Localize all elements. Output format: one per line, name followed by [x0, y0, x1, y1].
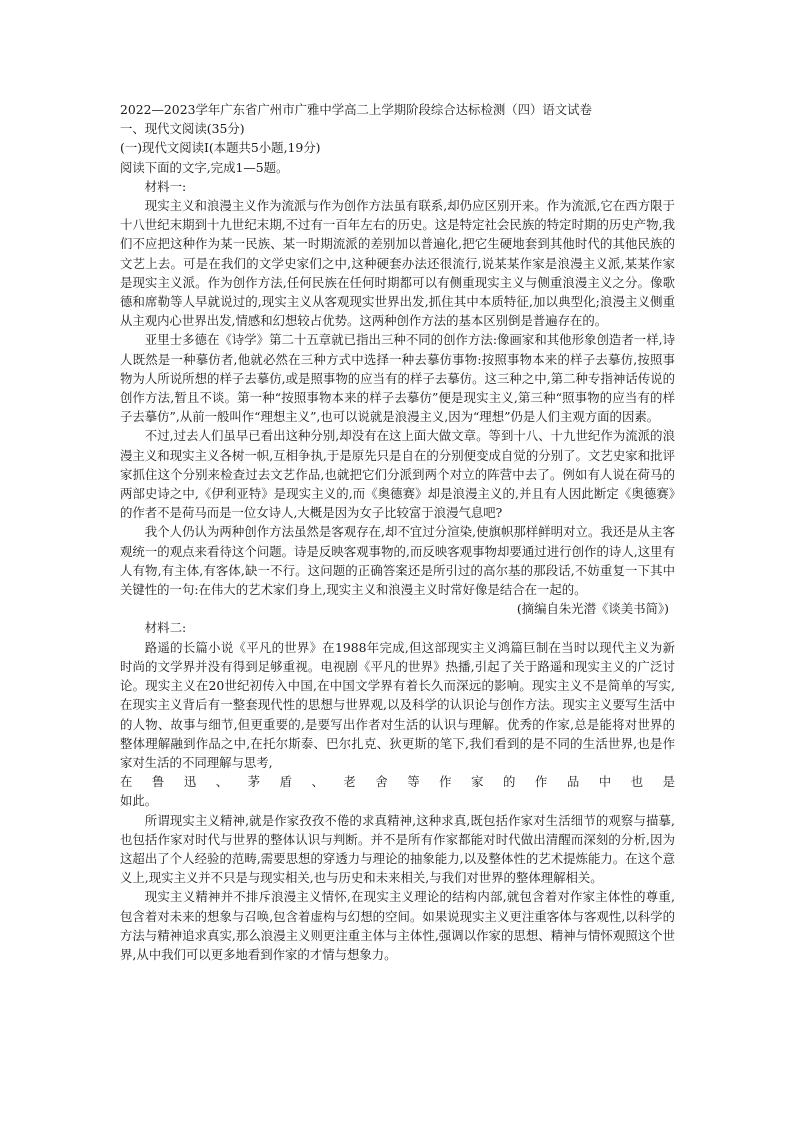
exam-page — [120, 100, 675, 964]
material-1-source: (摘编自朱光潜《谈美书简》) — [516, 601, 669, 617]
material-2-paragraph: 路遥的长篇小说《平凡的世界》在1988年完成,但这部现实主义鸿篇巨制在当时以现代主义为新时尚的文学界并没有得到足够重视。电视剧《平凡的世界》热播,引起了关于路遥和现实主义的广泛讨论。现实主义在20世纪初传入中国,在中国文学界有着长久而深远的影响。现实主义不是简单的写实,在现实主义背后有一整套现代性的思想与世界观,以及科学的认识论与创作方法。现实主义要写生活中的人物、故事与细节,但更重要的,是要写出作者对生活的认识与理解。优秀的作家,总是能将对世界的整体理解融到作品之中,在托尔斯泰、巴尔扎克、狄更斯的笔下,我们看到的是不同的生活世界,也是作家对生活的不同理解与思考, — [120, 639, 675, 770]
material-1-paragraph: 现实主义和浪漫主义作为流派与作为创作方法虽有联系,却仍应区别开来。作为流派,它在西方限于十八世纪末期到十九世纪末期,不过有一百年左右的历史。这是特定社会民族的特定时期的历史产物,我们不应把这种作为某一民族、某一时期流派的差别加以普遍化,把它生硬地套到其他时代的其他民族的文艺上去。可是在我们的文学史家们之中,这种硬套办法还很流行,说某某作家是浪漫主义派,某某作家是现实主义派。作为创作方法,任何民族在任何时期都可以有侧重现实主义与侧重浪漫主义之分。像歌德和席勒等人早就说过的,现实主义从客观现实世界出发,抓住其中本质特征,加以典型化;浪漫主义侧重从主观内心世界出发,情感和幻想较占优势。这两种创作方法的基本区别倒是普遍存在的。 — [120, 198, 675, 329]
material-2-paragraph: 现实主义精神并不排斥浪漫主义情怀,在现实主义理论的结构内部,就包含着对作家主体性的尊重,包含着对未来的想象与召唤,包含着虚构与幻想的空间。如果说现实主义更注重客体与客观性,以科学的方法与精神追求真实,那么浪漫主义则更注重主体与主体性,强调以作家的思想、精神与情怀观照这个世界,从中我们可以更多地看到作家的才情与想象力。 — [120, 889, 675, 962]
material-2-spread-line: 在鲁迅、茅盾、老舍等作家的作品中也是 — [120, 774, 675, 790]
reading-instruction: 阅读下面的文字,完成1—5题。 — [120, 159, 289, 175]
exam-title: 2022—2023学年广东省广州市广雅中学高二上学期阶段综合达标检测（四）语文试卷 — [120, 102, 592, 117]
material-2-paragraph-end: 如此。 — [120, 793, 158, 809]
material-1-paragraph: 亚里士多德在《诗学》第二十五章就已指出三种不同的创作方法:像画家和其他形象创造者一样,诗人既然是一种摹仿者,他就必然在三种方式中选择一种去摹仿事物:按照事物本来的样子去摹仿,按照事物为人所说所想的样子去摹仿,或是照事物的应当有的样子去摹仿。这三种之中,第二种专指神话传说的创作方法,暂且不谈。第一种“按照事物本来的样子去摹仿”便是现实主义,第三种“照事物的应当有的样子去摹仿”,从前一般叫作“理想主义”,也可以说就是浪漫主义,因为“理想”仍是人们主观方面的因素。 — [120, 332, 675, 425]
section-heading: 一、现代文阅读(35分) — [120, 121, 245, 137]
subsection-heading: (一)现代文阅读Ⅰ(本题共5小题,19分) — [120, 140, 321, 156]
material-1-paragraph: 我个人仍认为两种创作方法虽然是客观存在,却不宜过分渲染,使旗帜那样鲜明对立。我还是从主客观统一的观点来看待这个问题。诗是反映客观事物的,而反映客观事物却要通过进行创作的诗人,这里有人有物,有主体,有客体,缺一不行。这问题的正确答案还是所引过的高尔基的那段话,不妨重复一下其中关键性的一句:在伟大的艺术家们身上,现实主义和浪漫主义时常好像是结合在一起的。 — [120, 524, 675, 598]
material-2-label: 材料二: — [144, 620, 187, 636]
material-1-paragraph: 不过,过去人们虽早已看出这种分别,却没有在这上面大做文章。等到十八、十九世纪作为流派的浪漫主义和现实主义各树一帜,互相争执,于是原先只是自在的分别便变成自觉的分别了。文艺史家和批评家抓住这个分别来检查过去文艺作品,也就把它们分派到两个对立的阵营中去了。例如有人说在荷马的两部史诗之中,《伊利亚特》是现实主义的,而《奥德赛》却是浪漫主义的,并且有人因此断定《奥德赛》的作者不是荷马而是一位女诗人,大概是因为女子比较富于浪漫气息吧? — [120, 428, 675, 521]
material-2-paragraph: 所谓现实主义精神,就是作家孜孜不倦的求真精神,这种求真,既包括作家对生活细节的观察与描摹,也包括作家对时代与世界的整体认识与判断。并不是所有作家都能对时代做出清醒而深刻的分析,因为这超出了个人经验的范畴,需要思想的穿透力与理论的抽象能力,以及整体性的艺术提炼能力。在这个意义上,现实主义并不只是与现实相关,也与历史和未来相关,与我们对世界的整体理解相关。 — [120, 812, 675, 886]
material-1-label: 材料一: — [144, 178, 187, 194]
